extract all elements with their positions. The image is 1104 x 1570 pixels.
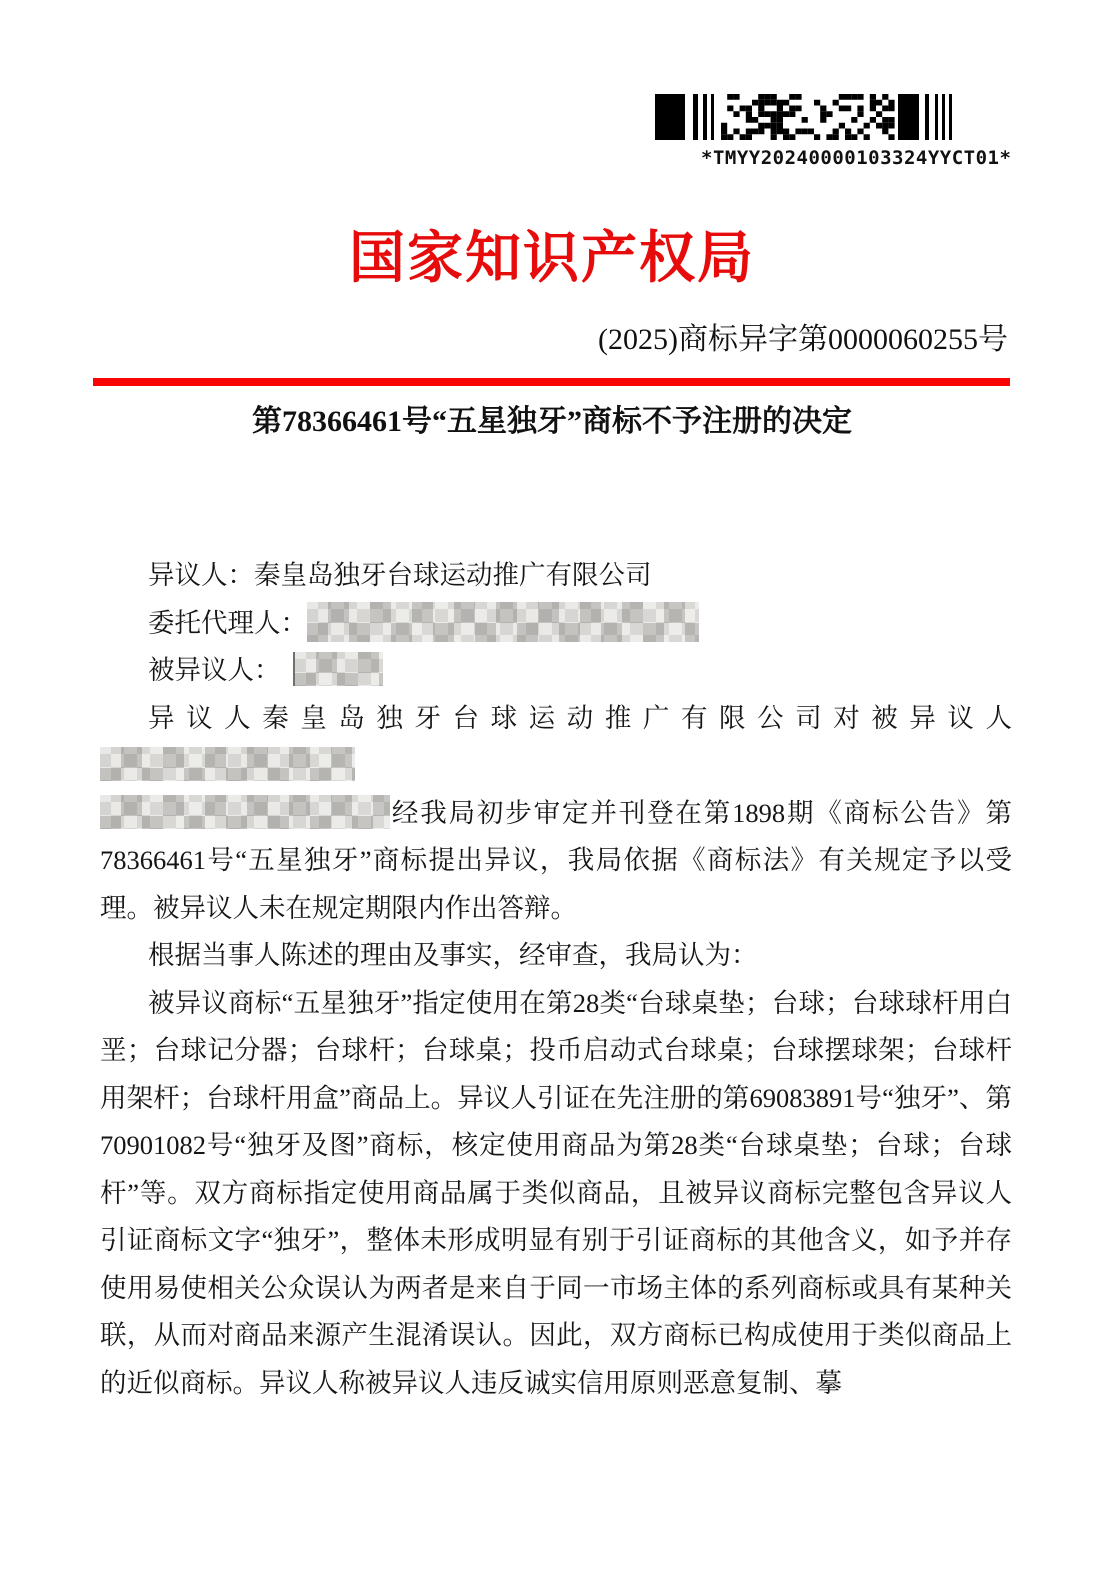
divider-rule xyxy=(93,378,1010,386)
agent-line xyxy=(100,600,1012,648)
barcode-icon xyxy=(655,94,965,140)
respondent-redacted-inline-1 xyxy=(100,747,355,781)
paragraph-filing-text-2: 经我局初步审定并刊登在第1898期《商标公告》第78366461号“五星独牙”商标提出异议，我局依据《商标法》有关规定予以受理。被异议人未在规定期限内作出答辩。 xyxy=(100,797,1012,923)
agent-label: 委托代理人： xyxy=(148,607,307,638)
respondent-line xyxy=(100,647,1012,695)
barcode-text: *TMYY20240000103324YYCT01* xyxy=(701,147,1012,169)
respondent-label: 被异议人： xyxy=(148,655,281,685)
opponent-line xyxy=(100,552,1012,600)
agent-redacted-value xyxy=(307,602,699,642)
paragraph-findings-detail: 被异议商标“五星独牙”指定使用在第28类“台球桌垫；台球；台球球杆用白垩；台球记分器；台球杆；台球桌；投币启动式台球桌；台球摆球架；台球杆用架杆；台球杆用盒”商品上。异议人引证在先注册的第69083891号“独牙”、第70901082号“独牙及图”商标，核定使用商品为第28类“台球桌垫；台球；台球杆”等。双方商标指定使用商品属于类似商品，且被异议商标完整包含异议人引证商标文字“独牙”，整体未形成明显有别于引证商标的其他含义，如予并存使用易使相关公众误认为两者是来自于同一市场主体的系列商标或具有某种关联，从而对商品来源产生混淆误认。因此，双方商标已构成使用于类似商品上的近似商标。异议人称被异议人违反诚实信用原则恶意复制、摹 xyxy=(100,987,1012,1398)
paragraph-filing xyxy=(100,695,1012,933)
respondent-redacted-value xyxy=(293,652,383,686)
barcode-block xyxy=(655,94,1012,169)
paragraph-filing-text-1: 异议人秦皇岛独牙台球运动推广有限公司对被异议人 xyxy=(148,702,1012,733)
decision-title: 第78366461号“五星独牙”商标不予注册的决定 xyxy=(252,405,852,438)
paragraph-findings-intro: 根据当事人陈述的理由及事实，经审查，我局认为： xyxy=(148,940,758,970)
doc-number: (2025)商标异字第0000060255号 xyxy=(598,323,1008,356)
opponent-name: 秦皇岛独牙台球运动推广有限公司 xyxy=(254,560,652,590)
agency-title: 国家知识产权局 xyxy=(349,228,755,290)
document-body xyxy=(100,552,1012,1407)
respondent-redacted-inline-2 xyxy=(100,795,390,829)
barcode-matrix xyxy=(721,94,895,140)
opponent-label: 异议人： xyxy=(148,560,254,590)
